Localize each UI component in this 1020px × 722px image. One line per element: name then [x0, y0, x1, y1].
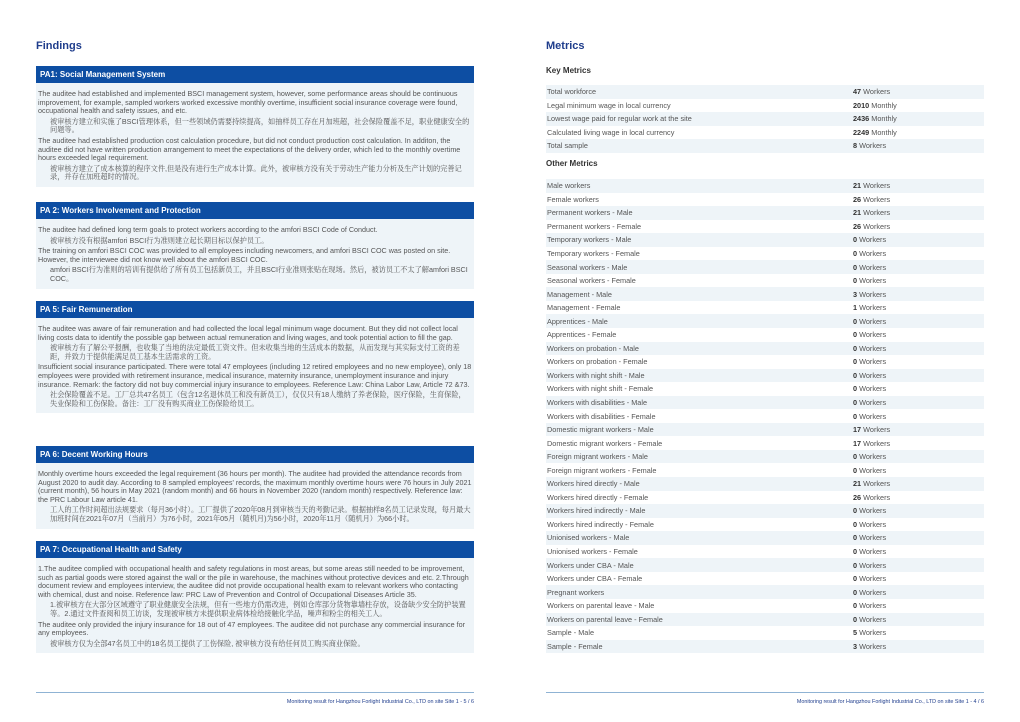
metric-unit: Workers — [863, 221, 891, 231]
section-pa6 — [36, 446, 474, 529]
metric-label: Management - Male — [547, 289, 612, 299]
metric-label: Temporary workers - Female — [547, 249, 640, 258]
metric-unit: Workers — [859, 384, 887, 394]
key-metrics-table — [546, 85, 984, 153]
metrics-page — [546, 0, 984, 722]
metric-value — [853, 520, 886, 529]
metric-number: 21 — [853, 181, 862, 191]
metric-number: 0 — [853, 384, 858, 394]
metric-label: Legal minimum wage in local currency — [547, 100, 671, 110]
metric-unit: Workers — [863, 87, 891, 97]
metric-number: 5 — [853, 628, 858, 638]
metric-label: Workers with night shift - Female — [547, 384, 654, 394]
metric-number: 0 — [853, 276, 858, 286]
metric-unit: Workers — [859, 506, 887, 516]
finding-paragraph: The auditee was aware of fair remuneration and had collected the local legal minimum wage document. But they did not collect local living costs data to identify the possible gap between actual remuneration and living wages, and took potential action to fill the gap. — [38, 324, 458, 342]
metric-row — [546, 518, 984, 532]
metric-row — [546, 220, 984, 234]
metric-unit: Workers — [859, 289, 887, 299]
section-body — [36, 219, 474, 289]
metric-unit: Workers — [859, 303, 887, 313]
metric-label: Unionised workers - Male — [547, 533, 630, 543]
footer-divider — [36, 692, 474, 693]
metric-label: Domestic migrant workers - Male — [547, 425, 654, 435]
metric-row — [546, 369, 984, 383]
metric-label: Female workers — [547, 194, 599, 204]
metric-row — [546, 287, 984, 301]
metric-value — [853, 330, 886, 339]
section-heading: PA 6: Decent Working Hours — [36, 446, 474, 463]
metric-unit: Monthly — [871, 114, 897, 124]
metric-unit: Monthly — [871, 127, 897, 137]
metric-value — [853, 506, 886, 515]
metric-label: Workers on probation - Female — [547, 357, 648, 367]
metric-value — [853, 357, 886, 366]
metric-row — [546, 328, 984, 342]
metric-row — [546, 179, 984, 193]
metric-value — [853, 615, 886, 624]
metric-label: Total workforce — [547, 87, 597, 97]
metric-number: 0 — [853, 560, 858, 570]
metric-number: 0 — [853, 452, 858, 462]
metric-value — [853, 384, 886, 393]
metric-value — [853, 371, 886, 380]
metric-unit: Workers — [863, 181, 891, 191]
metric-label: Workers hired indirectly - Female — [547, 519, 654, 529]
other-metrics-heading: Other Metrics — [546, 159, 598, 168]
metric-value — [853, 128, 897, 137]
metric-value — [853, 141, 886, 150]
metric-row — [546, 640, 984, 654]
metric-unit: Workers — [859, 574, 887, 584]
metric-row — [546, 342, 984, 356]
section-body — [36, 558, 474, 653]
metric-number: 0 — [853, 506, 858, 516]
finding-paragraph-cn: 被审核方有了解公平报酬，也收集了当地的法定最低工资文件。但未收集当地的生活成本的数据，从而发现与其实际支付工资的差距，并致力于提供能满足员工基本生活需求的工资。 — [50, 343, 460, 361]
page-footer: Monitoring result for Hangzhou Forlight Industrial Co., LTD on site Site 1 - 4 / 6 — [796, 699, 984, 705]
metric-label: Workers with disabilities - Female — [547, 411, 656, 421]
section-pa1 — [36, 66, 474, 187]
metric-number: 17 — [853, 425, 862, 435]
metric-row — [546, 396, 984, 410]
metric-value — [853, 588, 886, 597]
metric-row — [546, 112, 984, 126]
metric-number: 0 — [853, 574, 858, 584]
metric-number: 2010 — [853, 100, 870, 110]
metric-row — [546, 314, 984, 328]
metric-value — [853, 466, 886, 475]
metric-number: 0 — [853, 411, 858, 421]
metric-label: Workers hired directly - Male — [547, 479, 640, 489]
metric-number: 0 — [853, 357, 858, 367]
metric-unit: Workers — [863, 492, 891, 502]
metric-number: 0 — [853, 316, 858, 326]
metric-row — [546, 491, 984, 505]
metric-value — [853, 479, 890, 488]
section-pa2 — [36, 202, 474, 289]
metric-label: Seasonal workers - Male — [547, 262, 628, 272]
metric-unit: Workers — [863, 479, 891, 489]
metric-number: 0 — [853, 249, 858, 258]
metric-row — [546, 626, 984, 640]
metric-label: Unionised workers - Female — [547, 547, 638, 557]
metric-unit: Workers — [859, 357, 887, 367]
metric-row — [546, 423, 984, 437]
finding-paragraph: Insufficient social insurance participated. There were total 47 employees (including 12 retired employees and no new employee), only 18 employees were provided with retirement insurance, medical insurance, maternity insurance, unemployment insurance and injury insurance. Remark: the factory did not buy commercial injury insurance to employees. Reference Law: China Labor Law, Article 72 &73. — [38, 362, 472, 389]
metric-unit: Workers — [859, 601, 887, 611]
metric-value — [853, 425, 890, 434]
metric-label: Permanent workers - Female — [547, 221, 642, 231]
metric-unit: Workers — [859, 330, 887, 340]
metric-unit: Workers — [859, 398, 887, 408]
metric-row — [546, 504, 984, 518]
metric-value — [853, 263, 886, 272]
metric-row — [546, 545, 984, 559]
metric-label: Lowest wage paid for regular work at the site — [547, 114, 692, 124]
metric-row — [546, 450, 984, 464]
key-metrics-heading: Key Metrics — [546, 66, 591, 75]
section-heading: PA 7: Occupational Health and Safety — [36, 541, 474, 558]
metric-row — [546, 260, 984, 274]
metric-value — [853, 208, 890, 217]
metric-row — [546, 85, 984, 99]
footer-divider — [546, 692, 984, 693]
metric-number: 2249 — [853, 127, 870, 137]
metric-row — [546, 99, 984, 113]
metric-label: Seasonal workers - Female — [547, 276, 636, 286]
metric-value — [853, 344, 886, 353]
metric-label: Foreign migrant workers - Female — [547, 465, 657, 475]
metric-value — [853, 87, 890, 96]
metric-label: Male workers — [547, 181, 591, 191]
metric-number: 0 — [853, 465, 858, 475]
metric-label: Domestic migrant workers - Female — [547, 438, 663, 448]
metric-label: Sample - Female — [547, 641, 603, 651]
finding-paragraph-cn: 被审核方仅为全部47名员工中的18名员工提供了工伤保险, 被审核方没有给任何员工购买商业保险。 — [50, 638, 365, 648]
metric-row — [546, 463, 984, 477]
metric-number: 0 — [853, 601, 858, 611]
metric-unit: Workers — [859, 452, 887, 462]
metric-value — [853, 195, 890, 204]
metric-label: Workers with night shift - Male — [547, 370, 645, 380]
page-footer: Monitoring result for Hangzhou Forlight Industrial Co., LTD on site Site 1 - 5 / 6 — [286, 699, 474, 705]
metric-row — [546, 139, 984, 153]
metric-value — [853, 561, 886, 570]
metric-value — [853, 317, 886, 326]
metric-unit: Workers — [859, 411, 887, 421]
metric-unit: Workers — [859, 587, 887, 597]
metric-number: 0 — [853, 547, 858, 557]
metric-row — [546, 355, 984, 369]
metric-label: Management - Female — [547, 303, 621, 313]
metric-number: 17 — [853, 438, 862, 448]
metric-label: Workers with disabilities - Male — [547, 398, 648, 408]
metric-row — [546, 599, 984, 613]
metric-number: 26 — [853, 194, 862, 204]
metric-value — [853, 222, 890, 231]
metric-number: 0 — [853, 519, 858, 529]
finding-paragraph-cn: 社会保险覆盖不足。工厂总共47名员工（包含12名退休员工和没有新员工），仅仅只有18人缴纳了养老保险，医疗保险，生育保险，失业保险和工伤保险。备注：工厂没有购买商业工伤保险给员工。 — [50, 390, 466, 408]
metric-number: 1 — [853, 303, 858, 313]
metric-row — [546, 409, 984, 423]
metric-label: Apprentices - Male — [547, 316, 608, 326]
metric-number: 26 — [853, 492, 862, 502]
page-title: Findings — [36, 40, 82, 52]
finding-paragraph-cn: 工人的工作时间超出法规要求（每月36小时）。工厂提供了2020年08月到审核当天的考勤记录。根据抽样8名员工记录发现，每月最大加班时间在2021年07月（当前月）为76小时，2021年05月（随机月)为56小时，2020年11月（随机月）为66小时。 — [50, 505, 471, 523]
metric-row — [546, 193, 984, 207]
metric-number: 8 — [853, 141, 858, 151]
metric-number: 0 — [853, 614, 858, 624]
metric-value — [853, 412, 886, 421]
metric-label: Temporary workers - Male — [547, 235, 632, 245]
metric-value — [853, 101, 897, 110]
metric-row — [546, 206, 984, 220]
finding-paragraph: The auditee had established and implemented BSCI management system, however, some performance areas should be continuous improvement, for example, sampled workers worked excessive monthly overtime, insufficient social insurance coverage were found, occupational health and safety issues, and etc. — [38, 89, 458, 116]
metric-unit: Workers — [859, 276, 887, 286]
metric-label: Total sample — [547, 141, 588, 151]
metric-unit: Workers — [859, 370, 887, 380]
metric-row — [546, 558, 984, 572]
metric-number: 0 — [853, 343, 858, 353]
section-pa5 — [36, 301, 474, 413]
finding-paragraph: The auditee had established production cost calculation procedure, but did not conduct production cost calculation. In additon, the auditee did not have written production arrangement to meet the expectations of the delivery order, which led to the monthly overtime hours exceeded legal requirement. — [38, 135, 461, 163]
metric-number: 0 — [853, 235, 858, 245]
metric-unit: Workers — [859, 614, 887, 624]
metric-label: Workers on parental leave - Female — [547, 614, 663, 624]
section-pa7 — [36, 541, 474, 653]
metric-value — [853, 303, 886, 312]
metric-number: 0 — [853, 370, 858, 380]
metric-unit: Workers — [859, 641, 887, 651]
finding-paragraph: 1.The auditee complied with occupational health and safety regulations in most areas, but some areas still needed to be improvement, such as partial goods were stored against the wall or the pile in warehouse, the machines without protective devices and etc. 2.Through document review and employees interview, the auditee did not provide occupational health exam to relevant workers who contacting with chemical, dust and noise. Reference law: PRC Law of Prevention and Control of Occupational Diseases Article 35. — [38, 564, 469, 599]
finding-paragraph: The auditee only provided the injury insurance for 18 out of 47 employees. The auditee did not purchase any commercial insurance for any employees. — [38, 619, 465, 638]
metric-number: 3 — [853, 641, 858, 651]
metric-value — [853, 235, 886, 244]
metric-unit: Workers — [859, 519, 887, 529]
metric-value — [853, 628, 886, 637]
metric-value — [853, 439, 890, 448]
metric-unit: Workers — [863, 194, 891, 204]
page-title: Metrics — [546, 40, 585, 52]
finding-paragraph-cn: amfori BSCI行为准则的培训有提供给了所有员工包括新员工，并且BSCI行业准则张贴在现场。然后，被访员工不太了解amfori BSCI COC。 — [50, 265, 468, 283]
metric-row — [546, 613, 984, 627]
metric-number: 0 — [853, 533, 858, 543]
metric-value — [853, 533, 886, 542]
metric-unit: Workers — [859, 547, 887, 557]
metric-row — [546, 233, 984, 247]
metric-row — [546, 477, 984, 491]
metric-label: Workers hired directly - Female — [547, 492, 649, 502]
metric-unit: Workers — [859, 262, 887, 272]
metric-row — [546, 274, 984, 288]
metric-label: Permanent workers - Male — [547, 208, 633, 218]
metric-value — [853, 452, 886, 461]
metric-unit: Workers — [859, 141, 887, 151]
findings-page — [36, 0, 474, 722]
section-heading: PA 2: Workers Involvement and Protection — [36, 202, 474, 219]
metric-number: 0 — [853, 330, 858, 340]
metric-unit: Workers — [859, 249, 887, 258]
metric-label: Calculated living wage in local currency — [547, 127, 675, 137]
metric-number: 0 — [853, 398, 858, 408]
metric-number: 21 — [853, 479, 862, 489]
metric-unit: Workers — [863, 425, 891, 435]
metric-value — [853, 601, 886, 610]
metric-unit: Workers — [859, 343, 887, 353]
metric-row — [546, 585, 984, 599]
section-heading: PA 5: Fair Remuneration — [36, 301, 474, 318]
finding-paragraph-cn: 1.被审核方在大部分区域遵守了职业健康安全法规，但有一些地方仍需改进，例如仓库部分货物靠墙柱存放，设备缺少安全防护装置等。2.通过文件查阅和员工访谈，发现被审核方未提供职业病体检给接触化学品，噪声和粉尘的相关工人。 — [50, 600, 466, 618]
metric-row — [546, 247, 984, 261]
metric-row — [546, 436, 984, 450]
finding-paragraph: The auditee had defined long term goals to protect workers according to the amfori BSCI Code of Conduct. — [38, 225, 378, 234]
metric-label: Workers on probation - Male — [547, 343, 639, 353]
section-heading: PA1: Social Management System — [36, 66, 474, 83]
metric-label: Workers under CBA - Female — [547, 574, 643, 584]
metric-unit: Workers — [863, 438, 891, 448]
finding-paragraph: Monthly overtime hours exceeded the legal requirement (36 hours per month). The auditee had provided the attendance records from August 2020 to audit day. According to 8 sampled employees' records, the maximum monthly overtime hours were 76 hours in July 2021 (current month), 56 hours in May 2021 (random month) and 66 hours in November 2020 (random month) respectively. Reference law: the PRC Labour Law article 41. — [38, 469, 472, 504]
metric-value — [853, 398, 886, 407]
metric-value — [853, 249, 886, 258]
section-body — [36, 318, 474, 413]
metric-row — [546, 126, 984, 140]
metric-label: Workers on parental leave - Male — [547, 601, 655, 611]
metric-label: Sample - Male — [547, 628, 595, 638]
metric-unit: Workers — [859, 316, 887, 326]
metric-unit: Workers — [859, 235, 887, 245]
other-metrics-table — [546, 179, 984, 653]
metric-row — [546, 531, 984, 545]
metric-number: 2436 — [853, 114, 870, 124]
metric-value — [853, 547, 886, 556]
finding-paragraph-cn: 被审核方没有根据amfori BSCI行为准则建立起长期目标以保护员工。 — [50, 235, 269, 245]
section-body — [36, 83, 474, 187]
metric-unit: Workers — [859, 560, 887, 570]
finding-paragraph: The training on amfori BSCI COC was provided to all employees including newcomers, and amfori BSCI COC was posted on site. However, the interviewee did not know well about the amfori BSCI COC. — [38, 246, 451, 264]
metric-number: 0 — [853, 262, 858, 272]
finding-paragraph-cn: 被审核方建立和实施了BSCI管理体系，但一些领域仍需要持续提高，如抽样员工存在月加班超，社会保险覆盖不足，职业健康安全的问题等。 — [50, 116, 470, 135]
metric-value — [853, 574, 886, 583]
metric-value — [853, 642, 886, 651]
metric-row — [546, 572, 984, 586]
metric-label: Workers under CBA - Male — [547, 560, 634, 570]
metric-number: 0 — [853, 587, 858, 597]
metric-unit: Monthly — [871, 100, 897, 110]
metric-value — [853, 493, 890, 502]
metric-number: 3 — [853, 289, 858, 299]
metric-unit: Workers — [863, 208, 891, 218]
metric-label: Workers hired indirectly - Male — [547, 506, 646, 516]
metric-row — [546, 382, 984, 396]
metric-unit: Workers — [859, 628, 887, 638]
metric-unit: Workers — [859, 465, 887, 475]
finding-paragraph-cn: 被审核方建立了成本核算的程序文件,但是没有进行生产成本计算。此外，被审核方没有关于劳动生产能力分析及生产计划的完善记录，并存在加班超时的情况。 — [50, 163, 462, 182]
metric-value — [853, 290, 886, 299]
metric-value — [853, 114, 897, 123]
metric-value — [853, 276, 886, 285]
metric-label: Pregnant workers — [547, 587, 605, 597]
metric-row — [546, 301, 984, 315]
metric-number: 26 — [853, 221, 862, 231]
metric-number: 21 — [853, 208, 862, 218]
metric-value — [853, 181, 890, 190]
section-body — [36, 463, 474, 529]
metric-label: Apprentices - Female — [547, 330, 617, 340]
metric-unit: Workers — [859, 533, 887, 543]
metric-label: Foreign migrant workers - Male — [547, 452, 648, 462]
metric-number: 47 — [853, 87, 862, 97]
